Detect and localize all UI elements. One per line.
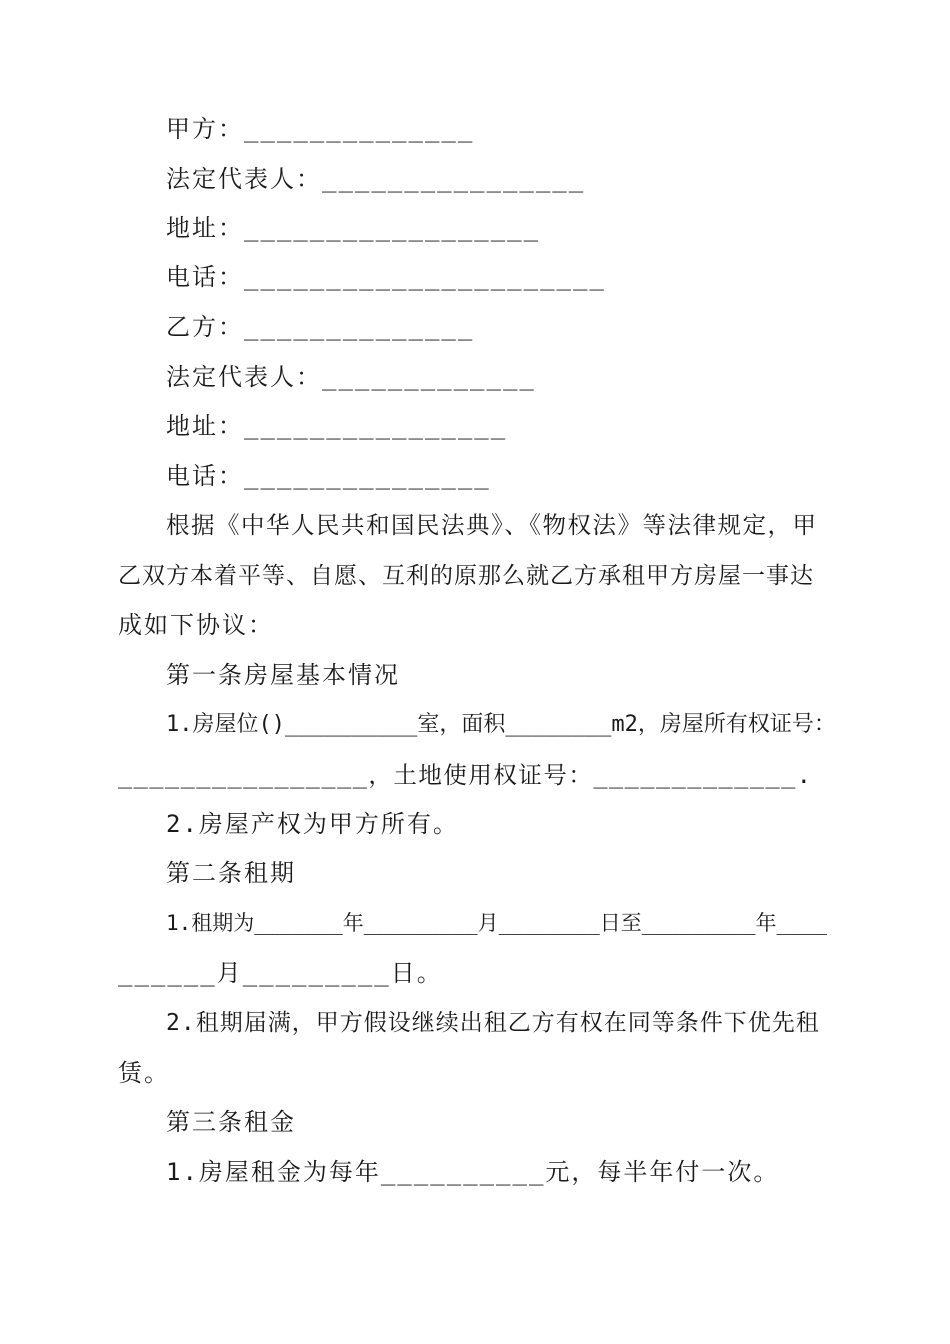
article-3-item-1: 1.房屋租金为每年__________元，每半年付一次。: [166, 1158, 780, 1186]
party-a-name: 甲方：______________: [166, 115, 475, 143]
party-b-representative: 法定代表人：_____________: [166, 363, 536, 391]
article-1-item-2: 2.房屋产权为甲方所有。: [166, 810, 459, 838]
party-a-address: 地址：__________________: [166, 214, 541, 242]
intro-line-3: 成如下协议：: [118, 611, 274, 639]
party-a-phone: 电话：______________________: [166, 263, 606, 291]
article-1-item-1-line-2: ________________，土地使用权证号：_____________.: [118, 761, 813, 789]
article-2-title: 第二条租期: [166, 859, 296, 887]
intro-line-1: 根据《中华人民共和国民法典》、《物权法》等法律规定，甲: [166, 511, 818, 539]
party-a-representative: 法定代表人：________________: [166, 165, 586, 193]
intro-line-2: 乙双方本着平等、自愿、互利的原那么就乙方承租甲方房屋一事达: [118, 563, 814, 589]
article-1-title: 第一条房屋基本情况: [166, 661, 400, 689]
article-2-item-2-line-1: 2.租期届满，甲方假设继续出租乙方有权在同等条件下优先租: [166, 1010, 820, 1036]
article-2-item-2-line-2: 赁。: [118, 1059, 170, 1087]
party-b-name: 乙方：______________: [166, 313, 475, 341]
party-b-address: 地址：________________: [166, 412, 508, 440]
article-2-item-1-line-2: ______月_________日。: [118, 959, 443, 987]
article-2-item-1-line-1: 1.租期为_______年_________月________日至_________年____: [166, 911, 828, 935]
article-3-title: 第三条租金: [166, 1108, 296, 1136]
party-b-phone: 电话：_______________: [166, 462, 491, 490]
article-1-item-1-line-1: 1.房屋位()__________室，面积________m2，房屋所有权证号：: [166, 712, 836, 737]
